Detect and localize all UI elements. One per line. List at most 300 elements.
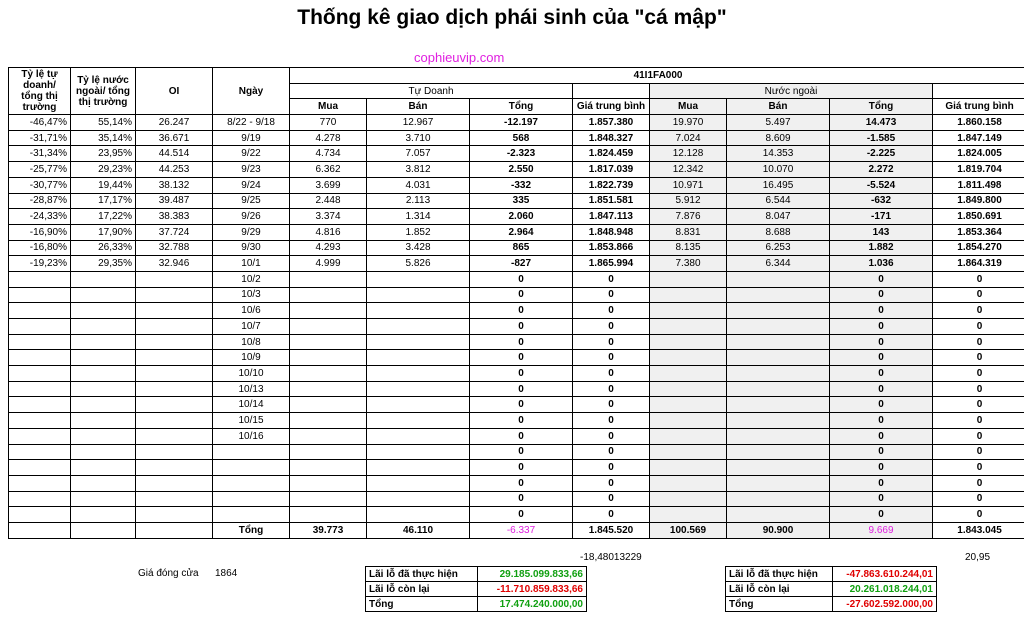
cell-nn-mua: 10.971 bbox=[650, 177, 727, 193]
cell-nn-ban bbox=[727, 475, 830, 491]
cell-oi bbox=[136, 428, 213, 444]
cell-oi bbox=[136, 397, 213, 413]
cell-ngay: 9/24 bbox=[213, 177, 290, 193]
cell-nn-ban bbox=[727, 428, 830, 444]
derivatives-table bbox=[8, 67, 1024, 539]
cell-ngay: 9/29 bbox=[213, 224, 290, 240]
table-row bbox=[9, 224, 1024, 240]
cell-td-tong: -827 bbox=[470, 256, 573, 272]
cell-tl-td bbox=[9, 444, 71, 460]
cell-nn-gia: 0 bbox=[933, 366, 1024, 382]
cell-oi: 44.253 bbox=[136, 162, 213, 178]
cell-td-ban: 5.826 bbox=[367, 256, 470, 272]
cell-ngay: 9/25 bbox=[213, 193, 290, 209]
cell-td-ban bbox=[367, 319, 470, 335]
cell-td-gia: 0 bbox=[573, 334, 650, 350]
total-td-tong: -6.337 bbox=[470, 522, 573, 538]
total-td-ban: 46.110 bbox=[367, 522, 470, 538]
cell-nn-mua bbox=[650, 303, 727, 319]
cell-td-gia: 1.848.327 bbox=[573, 130, 650, 146]
cell-td-mua bbox=[290, 397, 367, 413]
header-oi: OI bbox=[136, 68, 213, 115]
table-row bbox=[9, 115, 1024, 131]
cell-tl-nn bbox=[71, 287, 136, 303]
cell-td-ban bbox=[367, 460, 470, 476]
cell-tl-td bbox=[9, 475, 71, 491]
site-link[interactable]: cophieuvip.com bbox=[414, 50, 505, 65]
cell-td-tong: 0 bbox=[470, 444, 573, 460]
cell-tl-td: -25,77% bbox=[9, 162, 71, 178]
cell-td-mua bbox=[290, 507, 367, 523]
cell-nn-mua: 8.831 bbox=[650, 224, 727, 240]
cell-tl-nn bbox=[71, 413, 136, 429]
cell-nn-ban bbox=[727, 413, 830, 429]
cell-nn-ban: 6.344 bbox=[727, 256, 830, 272]
cell-td-gia: 1.853.866 bbox=[573, 240, 650, 256]
cell-td-ban: 3.428 bbox=[367, 240, 470, 256]
cell-nn-mua: 12.342 bbox=[650, 162, 727, 178]
cell-nn-tong: 2.272 bbox=[830, 162, 933, 178]
cell-tl-td: -19,23% bbox=[9, 256, 71, 272]
cell-td-ban bbox=[367, 381, 470, 397]
cell-tl-td bbox=[9, 491, 71, 507]
pl-nn-remaining-label: Lãi lỗ còn lại bbox=[726, 582, 833, 597]
cell-td-gia: 0 bbox=[573, 491, 650, 507]
cell-nn-gia: 0 bbox=[933, 303, 1024, 319]
cell-td-mua: 4.278 bbox=[290, 130, 367, 146]
cell-td-gia: 0 bbox=[573, 460, 650, 476]
cell-td-gia: 0 bbox=[573, 271, 650, 287]
cell-tl-nn bbox=[71, 350, 136, 366]
cell-nn-ban bbox=[727, 460, 830, 476]
cell-ngay bbox=[213, 507, 290, 523]
cell-td-gia: 0 bbox=[573, 319, 650, 335]
cell-ngay: 10/15 bbox=[213, 413, 290, 429]
cell-nn-tong: 14.473 bbox=[830, 115, 933, 131]
cell-nn-mua: 19.970 bbox=[650, 115, 727, 131]
cell-td-tong: 0 bbox=[470, 319, 573, 335]
header-nn-tong: Tổng bbox=[830, 99, 933, 115]
closing-price-label: Giá đóng cửa bbox=[138, 568, 199, 579]
cell-nn-tong: 0 bbox=[830, 460, 933, 476]
table-row bbox=[9, 475, 1024, 491]
cell-td-mua: 4.816 bbox=[290, 224, 367, 240]
cell-nn-ban: 6.253 bbox=[727, 240, 830, 256]
cell-ngay: 10/16 bbox=[213, 428, 290, 444]
cell-nn-tong: 0 bbox=[830, 381, 933, 397]
cell-nn-gia: 1.849.800 bbox=[933, 193, 1024, 209]
cell-nn-mua bbox=[650, 491, 727, 507]
cell-oi bbox=[136, 381, 213, 397]
cell-td-ban bbox=[367, 444, 470, 460]
pl-nn-realized-value: -47.863.610.244,01 bbox=[832, 567, 936, 582]
cell-nn-tong: 0 bbox=[830, 444, 933, 460]
cell-td-tong: 2.550 bbox=[470, 162, 573, 178]
cell-ngay bbox=[213, 460, 290, 476]
cell-td-tong: 568 bbox=[470, 130, 573, 146]
cell-nn-tong: 0 bbox=[830, 350, 933, 366]
cell-td-ban: 3.812 bbox=[367, 162, 470, 178]
cell-ngay: 10/8 bbox=[213, 334, 290, 350]
cell-nn-gia: 1.860.158 bbox=[933, 115, 1024, 131]
cell-nn-tong: 143 bbox=[830, 224, 933, 240]
table-row bbox=[9, 428, 1024, 444]
cell-td-tong: -2.323 bbox=[470, 146, 573, 162]
pl-td-realized-value: 29.185.099.833,66 bbox=[478, 567, 587, 582]
cell-ngay: 10/6 bbox=[213, 303, 290, 319]
cell-nn-mua: 8.135 bbox=[650, 240, 727, 256]
cell-tl-td bbox=[9, 319, 71, 335]
cell-nn-ban bbox=[727, 381, 830, 397]
cell-nn-mua bbox=[650, 271, 727, 287]
cell-oi bbox=[136, 366, 213, 382]
cell-td-ban bbox=[367, 287, 470, 303]
cell-td-mua bbox=[290, 491, 367, 507]
cell-td-ban: 4.031 bbox=[367, 177, 470, 193]
total-td-mua: 39.773 bbox=[290, 522, 367, 538]
cell-nn-mua bbox=[650, 350, 727, 366]
cell-nn-mua bbox=[650, 413, 727, 429]
cell-nn-gia: 0 bbox=[933, 397, 1024, 413]
cell-oi bbox=[136, 413, 213, 429]
header-nn-gia: Giá trung bình bbox=[933, 99, 1024, 115]
cell-td-gia: 1.851.581 bbox=[573, 193, 650, 209]
cell-td-ban: 12.967 bbox=[367, 115, 470, 131]
cell-td-ban bbox=[367, 271, 470, 287]
cell-td-ban bbox=[367, 491, 470, 507]
cell-tl-td bbox=[9, 366, 71, 382]
cell-ngay: 8/22 - 9/18 bbox=[213, 115, 290, 131]
cell-ngay: 10/13 bbox=[213, 381, 290, 397]
cell-nn-mua: 7.876 bbox=[650, 209, 727, 225]
cell-td-gia: 0 bbox=[573, 366, 650, 382]
cell-nn-ban bbox=[727, 287, 830, 303]
cell-oi bbox=[136, 444, 213, 460]
cell-nn-gia: 0 bbox=[933, 444, 1024, 460]
cell-oi: 44.514 bbox=[136, 146, 213, 162]
cell-nn-mua bbox=[650, 287, 727, 303]
header-tu-doanh: Tự Doanh bbox=[290, 83, 573, 99]
cell-td-mua bbox=[290, 460, 367, 476]
cell-tl-nn: 29,23% bbox=[71, 162, 136, 178]
cell-nn-ban bbox=[727, 444, 830, 460]
cell-nn-tong: 0 bbox=[830, 507, 933, 523]
pl-td-remaining-label: Lãi lỗ còn lại bbox=[366, 582, 478, 597]
cell-td-gia: 1.822.739 bbox=[573, 177, 650, 193]
cell-tl-nn bbox=[71, 444, 136, 460]
cell-td-mua: 4.734 bbox=[290, 146, 367, 162]
cell-td-mua bbox=[290, 413, 367, 429]
cell-td-mua: 3.374 bbox=[290, 209, 367, 225]
cell-td-mua bbox=[290, 287, 367, 303]
cell-td-mua bbox=[290, 303, 367, 319]
cell-td-gia: 0 bbox=[573, 413, 650, 429]
pl-tu-doanh-table bbox=[365, 566, 587, 612]
table-row bbox=[9, 271, 1024, 287]
cell-tl-td bbox=[9, 428, 71, 444]
cell-td-mua: 4.293 bbox=[290, 240, 367, 256]
cell-td-gia: 1.817.039 bbox=[573, 162, 650, 178]
header-nn-ban: Bán bbox=[727, 99, 830, 115]
table-row bbox=[9, 256, 1024, 272]
cell-td-tong: 2.060 bbox=[470, 209, 573, 225]
table-row bbox=[9, 334, 1024, 350]
cell-nn-ban: 8.609 bbox=[727, 130, 830, 146]
cell-td-ban bbox=[367, 350, 470, 366]
total-row bbox=[9, 522, 1024, 538]
header-contract: 41I1FA000 bbox=[290, 68, 1024, 84]
cell-nn-gia: 0 bbox=[933, 287, 1024, 303]
cell-td-gia: 0 bbox=[573, 507, 650, 523]
cell-td-mua bbox=[290, 334, 367, 350]
cell-nn-tong: 0 bbox=[830, 491, 933, 507]
cell-td-tong: 0 bbox=[470, 303, 573, 319]
table-row bbox=[9, 146, 1024, 162]
cell-nn-tong: 0 bbox=[830, 271, 933, 287]
cell-nn-ban: 14.353 bbox=[727, 146, 830, 162]
cell-tl-td bbox=[9, 334, 71, 350]
cell-nn-gia: 1.864.319 bbox=[933, 256, 1024, 272]
cell-oi bbox=[136, 475, 213, 491]
cell-nn-mua bbox=[650, 381, 727, 397]
cell-nn-ban bbox=[727, 319, 830, 335]
cell-nn-tong: 0 bbox=[830, 287, 933, 303]
table-row bbox=[9, 460, 1024, 476]
closing-price-value: 1864 bbox=[215, 568, 238, 579]
total-td-gia: 1.845.520 bbox=[573, 522, 650, 538]
cell-tl-nn: 35,14% bbox=[71, 130, 136, 146]
cell-tl-td: -24,33% bbox=[9, 209, 71, 225]
cell-tl-td: -46,47% bbox=[9, 115, 71, 131]
header-nn-mua: Mua bbox=[650, 99, 727, 115]
cell-nn-ban: 6.544 bbox=[727, 193, 830, 209]
cell-nn-ban bbox=[727, 491, 830, 507]
total-nn-ban: 90.900 bbox=[727, 522, 830, 538]
cell-nn-mua bbox=[650, 460, 727, 476]
cell-nn-ban: 16.495 bbox=[727, 177, 830, 193]
cell-td-tong: 2.964 bbox=[470, 224, 573, 240]
cell-nn-ban: 5.497 bbox=[727, 115, 830, 131]
cell-td-tong: 0 bbox=[470, 491, 573, 507]
total-nn-tong: 9.669 bbox=[830, 522, 933, 538]
cell-td-tong: 0 bbox=[470, 428, 573, 444]
cell-oi bbox=[136, 334, 213, 350]
table-row bbox=[9, 381, 1024, 397]
table-row bbox=[9, 507, 1024, 523]
cell-tl-nn: 19,44% bbox=[71, 177, 136, 193]
cell-ngay bbox=[213, 475, 290, 491]
cell-td-mua: 2.448 bbox=[290, 193, 367, 209]
table-row bbox=[9, 287, 1024, 303]
cell-nn-gia: 0 bbox=[933, 319, 1024, 335]
cell-td-ban bbox=[367, 397, 470, 413]
cell-tl-nn bbox=[71, 460, 136, 476]
header-ty-le-tu-doanh: Tỷ lệ tự doanh/ tổng thị trường bbox=[9, 68, 71, 115]
cell-td-tong: 0 bbox=[470, 460, 573, 476]
cell-oi bbox=[136, 287, 213, 303]
pl-td-total-value: 17.474.240.000,00 bbox=[478, 597, 587, 612]
cell-nn-mua: 12.128 bbox=[650, 146, 727, 162]
header-nuoc-ngoai: Nước ngoài bbox=[650, 83, 933, 99]
cell-nn-tong: 0 bbox=[830, 366, 933, 382]
cell-td-ban bbox=[367, 475, 470, 491]
cell-nn-mua bbox=[650, 475, 727, 491]
cell-td-gia: 1.848.948 bbox=[573, 224, 650, 240]
cell-oi bbox=[136, 507, 213, 523]
pl-nn-total-label: Tổng bbox=[726, 597, 833, 612]
cell-nn-ban bbox=[727, 350, 830, 366]
header-ty-le-nuoc-ngoai: Tỷ lệ nước ngoài/ tổng thị trường bbox=[71, 68, 136, 115]
cell-ngay: 10/7 bbox=[213, 319, 290, 335]
cell-nn-gia: 1.847.149 bbox=[933, 130, 1024, 146]
cell-tl-nn: 23,95% bbox=[71, 146, 136, 162]
cell-nn-mua bbox=[650, 444, 727, 460]
cell-nn-gia: 0 bbox=[933, 428, 1024, 444]
cell-td-gia: 0 bbox=[573, 397, 650, 413]
cell-tl-td: -31,71% bbox=[9, 130, 71, 146]
cell-oi: 38.132 bbox=[136, 177, 213, 193]
cell-oi: 26.247 bbox=[136, 115, 213, 131]
cell-oi bbox=[136, 460, 213, 476]
cell-td-ban bbox=[367, 507, 470, 523]
cell-td-gia: 0 bbox=[573, 444, 650, 460]
cell-nn-ban bbox=[727, 303, 830, 319]
total-nn-mua: 100.569 bbox=[650, 522, 727, 538]
pl-td-remaining-value: -11.710.859.833,66 bbox=[478, 582, 587, 597]
cell-td-tong: 0 bbox=[470, 271, 573, 287]
cell-td-tong: -332 bbox=[470, 177, 573, 193]
cell-tl-nn bbox=[71, 366, 136, 382]
cell-nn-gia: 1.854.270 bbox=[933, 240, 1024, 256]
header-td-mua: Mua bbox=[290, 99, 367, 115]
cell-tl-td: -28,87% bbox=[9, 193, 71, 209]
cell-ngay: 10/10 bbox=[213, 366, 290, 382]
cell-td-tong: 335 bbox=[470, 193, 573, 209]
cell-nn-mua bbox=[650, 366, 727, 382]
cell-oi bbox=[136, 271, 213, 287]
cell-nn-tong: 0 bbox=[830, 428, 933, 444]
cell-ngay: 9/19 bbox=[213, 130, 290, 146]
cell-tl-td bbox=[9, 413, 71, 429]
cell-td-mua bbox=[290, 428, 367, 444]
cell-oi: 39.487 bbox=[136, 193, 213, 209]
table-row bbox=[9, 130, 1024, 146]
cell-nn-tong: 0 bbox=[830, 319, 933, 335]
cell-tl-nn bbox=[71, 428, 136, 444]
cell-nn-mua: 7.380 bbox=[650, 256, 727, 272]
pl-nn-realized-label: Lãi lỗ đã thực hiện bbox=[726, 567, 833, 582]
cell-nn-gia: 0 bbox=[933, 334, 1024, 350]
cell-tl-td bbox=[9, 271, 71, 287]
cell-td-tong: 0 bbox=[470, 334, 573, 350]
cell-td-mua bbox=[290, 319, 367, 335]
table-row bbox=[9, 240, 1024, 256]
table-row bbox=[9, 193, 1024, 209]
cell-nn-gia: 1.853.364 bbox=[933, 224, 1024, 240]
cell-nn-mua: 7.024 bbox=[650, 130, 727, 146]
cell-td-ban: 3.710 bbox=[367, 130, 470, 146]
cell-nn-ban bbox=[727, 366, 830, 382]
cell-td-gia: 0 bbox=[573, 475, 650, 491]
cell-nn-gia: 1.811.498 bbox=[933, 177, 1024, 193]
cell-nn-ban bbox=[727, 334, 830, 350]
table-row bbox=[9, 350, 1024, 366]
cell-nn-ban bbox=[727, 271, 830, 287]
cell-ngay bbox=[213, 491, 290, 507]
cell-nn-tong: 1.882 bbox=[830, 240, 933, 256]
cell-td-gia: 0 bbox=[573, 303, 650, 319]
cell-tl-nn: 29,35% bbox=[71, 256, 136, 272]
cell-td-gia: 0 bbox=[573, 350, 650, 366]
cell-td-mua bbox=[290, 350, 367, 366]
cell-td-ban bbox=[367, 334, 470, 350]
cell-nn-tong: -632 bbox=[830, 193, 933, 209]
cell-nn-tong: -171 bbox=[830, 209, 933, 225]
cell-ngay bbox=[213, 444, 290, 460]
total-label: Tổng bbox=[213, 522, 290, 538]
pl-td-realized-label: Lãi lỗ đã thực hiện bbox=[366, 567, 478, 582]
cell-oi: 36.671 bbox=[136, 130, 213, 146]
cell-nn-tong: 0 bbox=[830, 413, 933, 429]
cell-td-ban bbox=[367, 428, 470, 444]
cell-nn-gia: 1.824.005 bbox=[933, 146, 1024, 162]
cell-nn-gia: 0 bbox=[933, 507, 1024, 523]
table-row bbox=[9, 491, 1024, 507]
cell-ngay: 10/14 bbox=[213, 397, 290, 413]
cell-td-tong: 0 bbox=[470, 287, 573, 303]
header-td-gia: Giá trung bình bbox=[573, 99, 650, 115]
cell-td-ban bbox=[367, 303, 470, 319]
cell-tl-nn: 17,22% bbox=[71, 209, 136, 225]
cell-nn-ban bbox=[727, 397, 830, 413]
table-row bbox=[9, 209, 1024, 225]
cell-nn-gia: 0 bbox=[933, 460, 1024, 476]
cell-td-tong: 0 bbox=[470, 366, 573, 382]
cell-tl-nn bbox=[71, 397, 136, 413]
cell-td-mua bbox=[290, 366, 367, 382]
cell-nn-mua bbox=[650, 507, 727, 523]
cell-tl-td: -31,34% bbox=[9, 146, 71, 162]
cell-nn-gia: 0 bbox=[933, 475, 1024, 491]
cell-oi bbox=[136, 491, 213, 507]
cell-td-mua: 3.699 bbox=[290, 177, 367, 193]
pl-nuoc-ngoai-table bbox=[725, 566, 937, 612]
header-td-ban: Bán bbox=[367, 99, 470, 115]
cell-oi: 32.788 bbox=[136, 240, 213, 256]
cell-nn-gia: 1.819.704 bbox=[933, 162, 1024, 178]
cell-td-tong: 0 bbox=[470, 507, 573, 523]
cell-tl-nn bbox=[71, 381, 136, 397]
cell-nn-gia: 0 bbox=[933, 271, 1024, 287]
cell-td-mua: 770 bbox=[290, 115, 367, 131]
cell-nn-tong: 0 bbox=[830, 475, 933, 491]
cell-ngay: 9/22 bbox=[213, 146, 290, 162]
table-row bbox=[9, 177, 1024, 193]
pl-nn-remaining-value: 20.261.018.244,01 bbox=[832, 582, 936, 597]
table-row bbox=[9, 397, 1024, 413]
cell-td-gia: 1.865.994 bbox=[573, 256, 650, 272]
cell-tl-td: -16,80% bbox=[9, 240, 71, 256]
table-body bbox=[9, 115, 1024, 523]
table-row bbox=[9, 366, 1024, 382]
cell-tl-nn: 17,17% bbox=[71, 193, 136, 209]
cell-nn-gia: 0 bbox=[933, 413, 1024, 429]
cell-nn-gia: 0 bbox=[933, 350, 1024, 366]
cell-tl-td bbox=[9, 460, 71, 476]
cell-tl-td bbox=[9, 397, 71, 413]
cell-nn-ban: 8.688 bbox=[727, 224, 830, 240]
cell-tl-nn bbox=[71, 303, 136, 319]
